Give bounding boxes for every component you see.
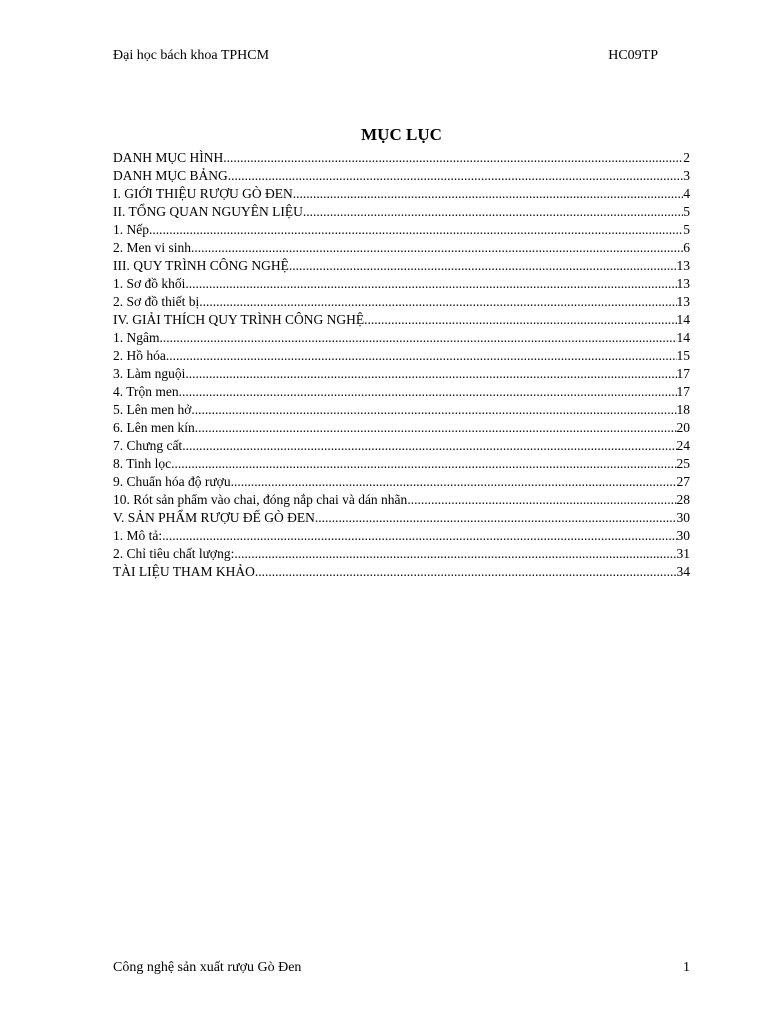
toc-dot-leader xyxy=(293,185,684,203)
toc-dot-leader xyxy=(223,149,683,167)
toc-dot-leader xyxy=(231,473,677,491)
toc-dot-leader xyxy=(364,311,676,329)
toc-entry-label: III. QUY TRÌNH CÔNG NGHỆ xyxy=(113,258,289,273)
toc-dot-leader xyxy=(179,383,677,401)
toc-entry-label: 9. Chuẩn hóa độ rượu xyxy=(113,474,231,489)
toc-entry-page-number: 13 xyxy=(676,276,690,291)
toc-dot-leader xyxy=(149,221,683,239)
toc-entry-label: 5. Lên men hở xyxy=(113,402,192,417)
toc-entry-label: I. GIỚI THIỆU RƯỢU GÒ ĐEN xyxy=(113,186,293,201)
toc-entry[interactable] xyxy=(113,545,690,563)
toc-dot-leader xyxy=(303,203,683,221)
footer-document-title: Công nghệ sản xuất rượu Gò Đen xyxy=(113,960,302,975)
toc-entry[interactable] xyxy=(113,437,690,455)
toc-entry[interactable] xyxy=(113,419,690,437)
toc-dot-leader xyxy=(199,293,676,311)
toc-dot-leader xyxy=(315,509,677,527)
toc-dot-leader xyxy=(191,239,683,257)
toc-entry[interactable] xyxy=(113,149,690,167)
toc-title: MỤC LỤC xyxy=(361,125,442,144)
toc-dot-leader xyxy=(162,527,676,545)
toc-entry[interactable] xyxy=(113,401,690,419)
toc-dot-leader xyxy=(255,563,677,581)
toc-entry[interactable] xyxy=(113,563,690,581)
toc-entry-page-number: 28 xyxy=(676,492,690,507)
toc-entry-label: 8. Tinh lọc xyxy=(113,456,172,471)
toc-dot-leader xyxy=(160,329,677,347)
toc-entry-label: 6. Lên men kín xyxy=(113,420,195,435)
toc-entry-label: 3. Làm nguội xyxy=(113,366,186,381)
toc-entry[interactable] xyxy=(113,329,690,347)
toc-entry-label: 2. Men vi sinh xyxy=(113,240,192,255)
toc-dot-leader xyxy=(182,437,676,455)
toc-entry-label: 10. Rót sản phẩm vào chai, đóng nắp chai và dán nhãn xyxy=(113,492,408,507)
header-institution: Đại học bách khoa TPHCM xyxy=(113,48,270,63)
toc-entry-page-number: 2 xyxy=(683,150,690,165)
toc-entry-page-number: 20 xyxy=(676,420,690,435)
toc-entry[interactable] xyxy=(113,275,690,293)
toc-entry-label: 2. Hồ hóa xyxy=(113,348,166,363)
toc-entry-page-number: 15 xyxy=(676,348,690,363)
toc-entry-label: 7. Chưng cất xyxy=(113,438,183,453)
toc-entry-label: 4. Trộn men xyxy=(113,384,179,399)
toc-entry-label: V. SẢN PHẨM RƯỢU ĐẾ GÒ ĐEN xyxy=(113,510,315,525)
toc-entry-label: II. TỔNG QUAN NGUYÊN LIỆU xyxy=(113,204,303,219)
toc-entry-page-number: 3 xyxy=(683,168,690,183)
toc-entry-page-number: 4 xyxy=(683,186,690,201)
toc-entry[interactable] xyxy=(113,383,690,401)
toc-entry-page-number: 25 xyxy=(676,456,690,471)
toc-entry-label: DANH MỤC HÌNH xyxy=(113,150,224,165)
toc-entry-page-number: 14 xyxy=(676,312,690,327)
toc-entry-label: 1. Nếp xyxy=(113,222,149,237)
toc-entry[interactable] xyxy=(113,527,690,545)
toc-entry-page-number: 30 xyxy=(676,528,690,543)
toc-entry-label: 1. Ngâm xyxy=(113,330,160,345)
toc-entry-page-number: 18 xyxy=(676,402,690,417)
toc-entry[interactable] xyxy=(113,185,690,203)
footer-page-number: 1 xyxy=(683,960,690,975)
toc-entry-label: TÀI LIỆU THAM KHẢO xyxy=(113,564,255,579)
toc-dot-leader xyxy=(166,347,677,365)
toc-dot-leader xyxy=(228,167,683,185)
toc-entry-page-number: 5 xyxy=(683,204,690,219)
toc-entry-page-number: 14 xyxy=(676,330,690,345)
toc-dot-leader xyxy=(234,545,676,563)
toc-entry-page-number: 17 xyxy=(676,366,690,381)
toc-entry-label: IV. GIẢI THÍCH QUY TRÌNH CÔNG NGHỆ xyxy=(113,312,365,327)
toc-entry-page-number: 13 xyxy=(676,258,690,273)
toc-entry-label: 2. Sơ đồ thiết bị xyxy=(113,294,200,309)
toc-dot-leader xyxy=(185,365,676,383)
toc-entry[interactable] xyxy=(113,491,690,509)
toc-entry-page-number: 30 xyxy=(676,510,690,525)
toc-entry-page-number: 34 xyxy=(676,564,690,579)
toc-entry[interactable] xyxy=(113,257,690,275)
toc-entry-page-number: 5 xyxy=(683,222,690,237)
toc-entry[interactable] xyxy=(113,167,690,185)
toc-entry[interactable] xyxy=(113,203,690,221)
toc-entry-label: 1. Mô tả: xyxy=(113,528,163,543)
toc-entry-label: 2. Chỉ tiêu chất lượng: xyxy=(113,546,235,561)
toc-entry[interactable] xyxy=(113,293,690,311)
toc-entry-page-number: 13 xyxy=(676,294,690,309)
toc-entry-label: 1. Sơ đồ khối xyxy=(113,276,186,291)
toc-entry[interactable] xyxy=(113,473,690,491)
header-class-code: HC09TP xyxy=(608,48,658,63)
toc-entry-page-number: 24 xyxy=(676,438,690,453)
toc-dot-leader xyxy=(195,419,677,437)
toc-entry[interactable] xyxy=(113,365,690,383)
toc-dot-leader xyxy=(171,455,676,473)
toc-entry-page-number: 31 xyxy=(676,546,690,561)
toc-entry[interactable] xyxy=(113,347,690,365)
toc-entry-page-number: 17 xyxy=(676,384,690,399)
toc-entry[interactable] xyxy=(113,311,690,329)
toc-entry-label: DANH MỤC BẢNG xyxy=(113,168,228,183)
toc-dot-leader xyxy=(185,275,676,293)
toc-dot-leader xyxy=(191,401,676,419)
toc-dot-leader xyxy=(289,257,677,275)
toc-entry[interactable] xyxy=(113,509,690,527)
toc-entry[interactable] xyxy=(113,221,690,239)
table-of-contents xyxy=(113,149,690,581)
toc-dot-leader xyxy=(407,491,676,509)
toc-entry-page-number: 27 xyxy=(676,474,690,489)
toc-entry[interactable] xyxy=(113,239,690,257)
toc-entry-page-number: 6 xyxy=(683,240,690,255)
toc-entry[interactable] xyxy=(113,455,690,473)
